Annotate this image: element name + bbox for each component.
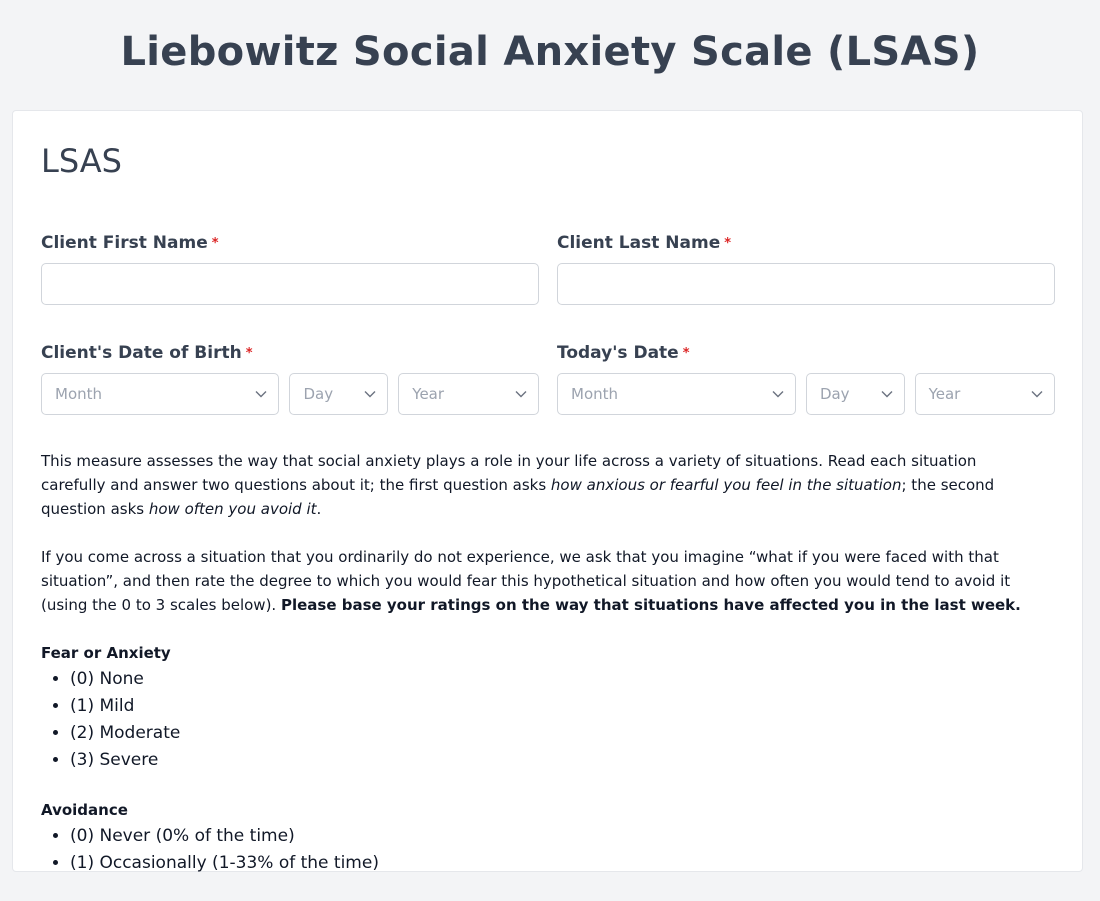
chevron-down-icon xyxy=(880,387,894,401)
required-mark: * xyxy=(682,346,690,361)
list-item: • (1) Mild xyxy=(70,693,1041,720)
list-item: • (1) Occasionally (1-33% of the time) xyxy=(70,850,1041,877)
today-year-placeholder: Year xyxy=(928,385,961,403)
chevron-down-icon xyxy=(363,387,377,401)
chevron-down-icon xyxy=(254,387,268,401)
form-title: LSAS xyxy=(41,142,122,180)
required-mark: * xyxy=(245,346,253,361)
list-item: • (3) Severe xyxy=(70,747,1041,774)
dob-field xyxy=(41,342,539,415)
last-name-input[interactable] xyxy=(557,263,1055,305)
fear-scale-title: Fear or Anxiety xyxy=(41,644,171,662)
first-name-label: Client First Name * xyxy=(41,233,219,253)
avoidance-scale-list xyxy=(41,823,1041,877)
first-name-input[interactable] xyxy=(41,263,539,305)
dob-month-select[interactable] xyxy=(41,373,279,415)
today-date-label: Today's Date * xyxy=(557,343,690,363)
list-item: • (0) Never (0% of the time) xyxy=(70,823,1041,850)
last-name-label: Client Last Name * xyxy=(557,233,732,253)
instructions-paragraph-1: This measure assesses the way that social anxiety plays a role in your life across a variety of situations. Read each situation carefully and answer two questions about it; the first question asks how anxious or fearful you feel in the situation; the second question asks how often you avoid it. xyxy=(41,452,995,518)
today-date-field xyxy=(557,342,1055,415)
instructions xyxy=(41,449,1041,901)
fear-scale-list xyxy=(41,666,1041,774)
today-month-placeholder: Month xyxy=(571,385,619,403)
instructions-paragraph-2: If you come across a situation that you ordinarily do not experience, we ask that you imagine “what if you were faced with that situation”, and then rate the degree to which you would fear this hypothetical situation and how often you would tend to avoid it (using the 0 to 3 scales below). Please base your ratings on the way that situations have affected you in the last week. xyxy=(41,548,1021,614)
list-item: • (0) None xyxy=(70,666,1041,693)
avoidance-scale-title: Avoidance xyxy=(41,801,128,819)
chevron-down-icon xyxy=(1030,387,1044,401)
dob-year-select[interactable] xyxy=(398,373,539,415)
today-day-select[interactable] xyxy=(806,373,905,415)
page-title: Liebowitz Social Anxiety Scale (LSAS) xyxy=(120,29,980,75)
last-name-field xyxy=(557,232,1055,305)
today-day-placeholder: Day xyxy=(819,385,850,403)
required-mark: * xyxy=(724,236,732,251)
chevron-down-icon xyxy=(771,387,785,401)
dob-day-placeholder: Day xyxy=(303,385,334,403)
list-item: • (2) Moderate xyxy=(70,720,1041,747)
dob-label: Client's Date of Birth * xyxy=(41,343,253,363)
first-name-field xyxy=(41,232,539,305)
chevron-down-icon xyxy=(514,387,528,401)
dob-year-placeholder: Year xyxy=(412,385,445,403)
dob-month-placeholder: Month xyxy=(55,385,103,403)
dob-day-select[interactable] xyxy=(289,373,388,415)
today-month-select[interactable] xyxy=(557,373,796,415)
today-year-select[interactable] xyxy=(915,373,1055,415)
required-mark: * xyxy=(211,236,219,251)
form-card xyxy=(12,110,1083,872)
